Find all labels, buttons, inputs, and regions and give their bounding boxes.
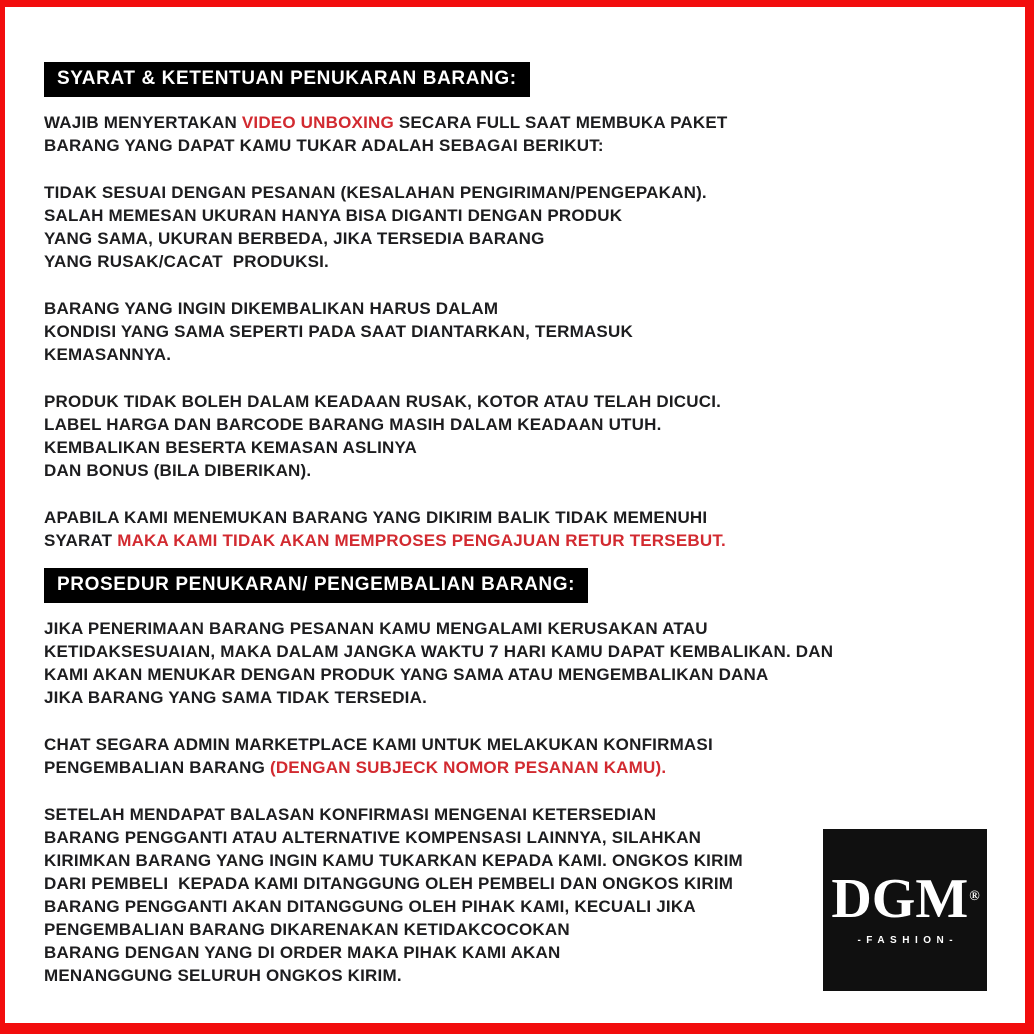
text-line: LABEL HARGA DAN BARCODE BARANG MASIH DALAM KEADAAN UTUH. [44, 415, 662, 434]
text-line: SETELAH MENDAPAT BALASAN KONFIRMASI MENGENAI KETERSEDIAN [44, 805, 657, 824]
text-line: KONDISI YANG SAMA SEPERTI PADA SAAT DIANTARKAN, TERMASUK [44, 322, 633, 341]
text-segment: PENGEMBALIAN BARANG [44, 758, 270, 777]
text-line: KAMI AKAN MENUKAR DENGAN PRODUK YANG SAMA ATAU MENGEMBALIKAN DANA [44, 665, 769, 684]
text-line: PENGEMBALIAN BARANG DIKARENAKAN KETIDAKCOCOKAN [44, 920, 570, 939]
logo-tagline: -FASHION- [857, 935, 959, 946]
text-line: KIRIMKAN BARANG YANG INGIN KAMU TUKARKAN KEPADA KAMI. ONGKOS KIRIM [44, 851, 743, 870]
red-highlight-video-unboxing: VIDEO UNBOXING [241, 113, 394, 132]
section1-header-bar [44, 62, 530, 97]
paragraph-exchange-conditions [44, 181, 985, 273]
text-line: BARANG PENGGANTI ATAU ALTERNATIVE KOMPENSASI LAINNYA, SILAHKAN [44, 828, 702, 847]
text-line: KEMASANNYA. [44, 345, 172, 364]
text-line: APABILA KAMI MENEMUKAN BARANG YANG DIKIRIM BALIK TIDAK MEMENUHI [44, 508, 708, 527]
red-highlight-no-retur: MAKA KAMI TIDAK AKAN MEMPROSES PENGAJUAN RETUR TERSEBUT. [117, 531, 726, 550]
text-line: BARANG YANG DAPAT KAMU TUKAR ADALAH SEBAGAI BERIKUT: [44, 136, 604, 155]
text-line: DAN BONUS (BILA DIBERIKAN). [44, 461, 312, 480]
text-line: BARANG DENGAN YANG DI ORDER MAKA PIHAK KAMI AKAN [44, 943, 561, 962]
text-segment: WAJIB MENYERTAKAN [44, 113, 242, 132]
text-line: YANG SAMA, UKURAN BERBEDA, JIKA TERSEDIA BARANG [44, 229, 545, 248]
text-segment: SYARAT [44, 531, 118, 550]
text-line: BARANG PENGGANTI AKAN DITANGGUNG OLEH PIHAK KAMI, KECUALI JIKA [44, 897, 696, 916]
red-highlight-subject-order: (DENGAN SUBJECK NOMOR PESANAN KAMU). [269, 758, 667, 777]
text-line [44, 529, 985, 552]
text-segment: SECARA FULL SAAT MEMBUKA PAKET [393, 113, 728, 132]
text-line: SALAH MEMESAN UKURAN HANYA BISA DIGANTI DENGAN PRODUK [44, 206, 623, 225]
text-line [44, 756, 985, 779]
text-line: JIKA PENERIMAAN BARANG PESANAN KAMU MENGALAMI KERUSAKAN ATAU [44, 619, 708, 638]
text-line [44, 111, 985, 134]
text-line: DARI PEMBELI KEPADA KAMI DITANGGUNG OLEH PEMBELI DAN ONGKOS KIRIM [44, 874, 734, 893]
registered-trademark-symbol: ® [969, 889, 980, 904]
text-line: MENANGGUNG SELURUH ONGKOS KIRIM. [44, 966, 402, 985]
text-line: PRODUK TIDAK BOLEH DALAM KEADAAN RUSAK, KOTOR ATAU TELAH DICUCI. [44, 392, 722, 411]
paragraph-non-compliance [44, 506, 985, 552]
text-line: KETIDAKSESUAIAN, MAKA DALAM JANGKA WAKTU 7 HARI KAMU DAPAT KEMBALIKAN. DAN [44, 642, 834, 661]
logo-wordmark: DGM [831, 868, 969, 930]
dgm-fashion-logo [823, 829, 987, 991]
text-line: CHAT SEGARA ADMIN MARKETPLACE KAMI UNTUK MELAKUKAN KONFIRMASI [44, 735, 713, 754]
text-line: KEMBALIKAN BESERTA KEMASAN ASLINYA [44, 438, 417, 457]
paragraph-chat-admin [44, 733, 985, 779]
text-line: TIDAK SESUAI DENGAN PESANAN (KESALAHAN PENGIRIMAN/PENGEPAKAN). [44, 183, 707, 202]
logo-brand-text [823, 868, 987, 930]
section1-title: SYARAT & KETENTUAN PENUKARAN BARANG: [57, 68, 517, 89]
paragraph-7-day-return [44, 617, 985, 709]
paragraph-product-state [44, 390, 985, 482]
paragraph-return-condition [44, 297, 985, 366]
section2-header-bar [44, 568, 588, 603]
text-line: BARANG YANG INGIN DIKEMBALIKAN HARUS DALAM [44, 299, 499, 318]
section2-title: PROSEDUR PENUKARAN/ PENGEMBALIAN BARANG: [57, 574, 576, 595]
text-line: YANG RUSAK/CACAT PRODUKSI. [44, 252, 329, 271]
paragraph-video-unboxing [44, 111, 985, 157]
text-line: JIKA BARANG YANG SAMA TIDAK TERSEDIA. [44, 688, 428, 707]
